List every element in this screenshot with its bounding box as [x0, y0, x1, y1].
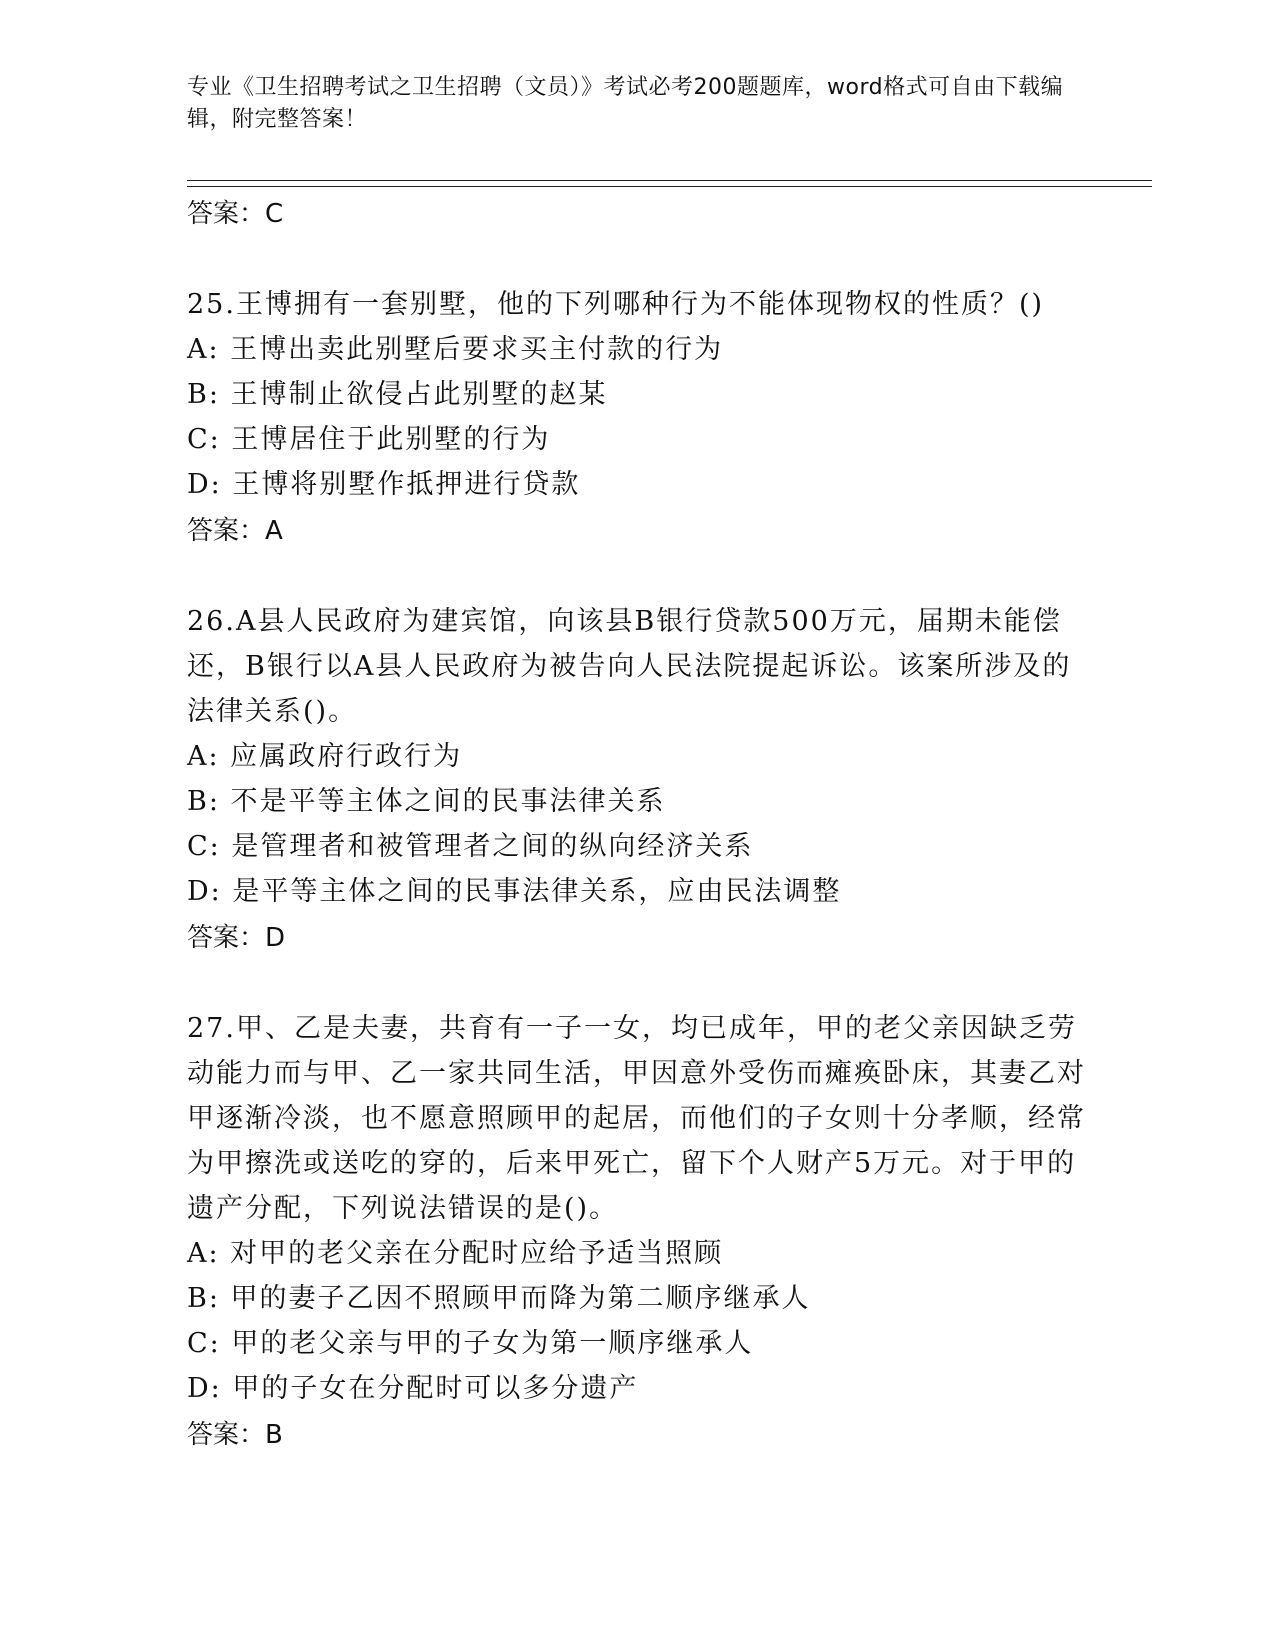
option-a: A: 对甲的老父亲在分配时应给予适当照顾 — [187, 1238, 724, 1269]
option-c: C: 是管理者和被管理者之间的纵向经济关系 — [187, 831, 754, 862]
header-text: 专业《卫生招聘考试之卫生招聘（文员）》考试必考200题题库，word格式可自由下载编辑，附完整答案！ — [187, 75, 1064, 132]
answer-line: 答案：D — [187, 923, 286, 953]
option-b: B: 王博制止欲侵占此别墅的赵某 — [187, 379, 608, 410]
option-d: D: 是平等主体之间的民事法律关系，应由民法调整 — [187, 876, 842, 907]
answer-line: 答案：A — [187, 516, 283, 546]
question-block-25 — [187, 282, 1087, 551]
question-text: 25.王博拥有一套别墅，他的下列哪种行为不能体现物权的性质？() — [187, 289, 1045, 320]
question-text: 26.A县人民政府为建宾馆，向该县B银行贷款500万元，届期未能偿还，B银行以A县人民政府为被告向人民法院提起诉讼。该案所涉及的法律关系()。 — [187, 606, 1072, 727]
document-header — [187, 72, 1067, 136]
option-c: C: 甲的老父亲与甲的子女为第一顺序继承人 — [187, 1328, 754, 1359]
question-list — [187, 190, 1087, 1455]
answer-line: 答案：B — [187, 1420, 283, 1450]
option-d: D: 王博将别墅作抵押进行贷款 — [187, 469, 581, 500]
option-c: C: 王博居住于此别墅的行为 — [187, 424, 551, 455]
header-divider — [187, 180, 1152, 187]
option-b: B: 甲的妻子乙因不照顾甲而降为第二顺序继承人 — [187, 1283, 811, 1314]
question-block-26 — [187, 599, 1087, 958]
option-d: D: 甲的子女在分配时可以多分遗产 — [187, 1373, 639, 1404]
question-block-27 — [187, 1006, 1087, 1455]
option-a: A: 王博出卖此别墅后要求买主付款的行为 — [187, 334, 724, 365]
option-b: B: 不是平等主体之间的民事法律关系 — [187, 786, 666, 817]
question-text: 27.甲、乙是夫妻，共育有一子一女，均已成年，甲的老父亲因缺乏劳动能力而与甲、乙一家共同生活，甲因意外受伤而瘫痪卧床，其妻乙对甲逐渐冷淡，也不愿意照顾甲的起居，而他们的子女则十分孝顺，经常为甲擦洗或送吃的穿的，后来甲死亡，留下个人财产5万元。对于甲的遗产分配，下列说法错误的是()。 — [187, 1013, 1086, 1224]
answer-line: 答案：C — [187, 199, 284, 229]
option-a: A: 应属政府行政行为 — [187, 741, 463, 772]
